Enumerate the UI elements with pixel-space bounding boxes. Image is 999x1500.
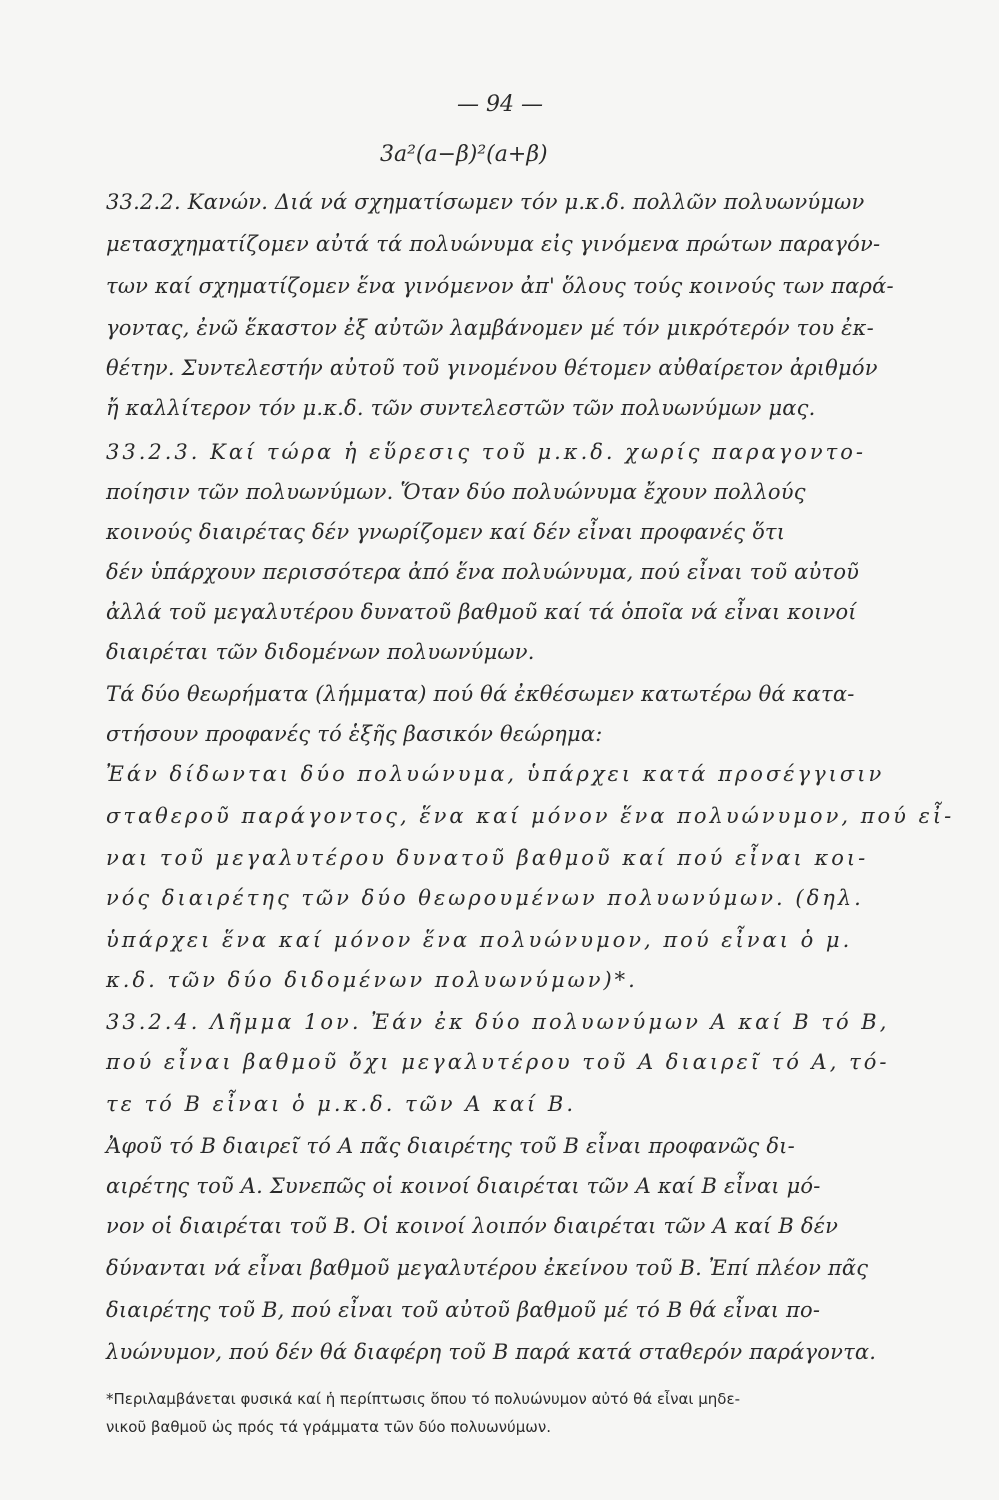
- footnote-line: *Περιλαμβάνεται φυσικά καί ἡ περίπτωσις ὅπου τό πολυώνυμον αὐτό θά εἶναι μηδε-: [106, 1390, 740, 1408]
- text-line: τε τό Β εἶναι ὁ μ.κ.δ. τῶν Α καί Β.: [106, 1092, 577, 1116]
- text-line: δέν ὑπάρχουν περισσότερα ἀπό ἕνα πολυώνυμα, πού εἶναι τοῦ αὐτοῦ: [106, 560, 860, 584]
- text-line: 33.2.4. Λῆμμα 1ον. Ἐάν ἐκ δύο πολυωνύμων Α καί Β τό Β,: [106, 1010, 890, 1034]
- text-line: των καί σχηματίζομεν ἕνα γινόμενον ἀπ' ὅλους τούς κοινούς των παρά-: [106, 274, 894, 298]
- text-line: νός διαιρέτης τῶν δύο θεωρουμένων πολυωνύμων. (δηλ.: [106, 886, 864, 910]
- text-line: 33.2.2. Κανών. Διά νά σχηματίσωμεν τόν μ.κ.δ. πολλῶν πολυωνύμων: [106, 190, 865, 214]
- text-line: Ἀφοῦ τό Β διαιρεῖ τό Α πᾶς διαιρέτης τοῦ Β εἶναι προφανῶς δι-: [106, 1134, 795, 1158]
- text-line: θέτην. Συντελεστήν αὐτοῦ τοῦ γινομένου θέτομεν αὐθαίρετον ἀριθμόν: [106, 356, 878, 380]
- text-line: σταθεροῦ παράγοντος, ἕνα καί μόνον ἕνα πολυώνυμον, πού εἶ-: [106, 804, 955, 828]
- text-line: μετασχηματίζομεν αὐτά τά πολυώνυμα εἰς γινόμενα πρώτων παραγόν-: [106, 232, 881, 256]
- formula: 3a²(a−β)²(a+β): [380, 142, 548, 167]
- text-line: 33.2.3. Καί τώρα ἡ εὕρεσις τοῦ μ.κ.δ. χωρίς παραγοντο-: [106, 440, 866, 464]
- text-line: ἀλλά τοῦ μεγαλυτέρου δυνατοῦ βαθμοῦ καί τά ὁποῖα νά εἶναι κοινοί: [106, 600, 857, 624]
- text-line: δύνανται νά εἶναι βαθμοῦ μεγαλυτέρου ἐκείνου τοῦ Β. Ἐπί πλέον πᾶς: [106, 1256, 869, 1280]
- text-line: κ.δ. τῶν δύο διδομένων πολυωνύμων)*.: [106, 968, 638, 992]
- text-line: πού εἶναι βαθμοῦ ὄχι μεγαλυτέρου τοῦ Α διαιρεῖ τό Α, τό-: [106, 1050, 890, 1074]
- text-line: ἤ καλλίτερον τόν μ.κ.δ. τῶν συντελεστῶν τῶν πολυωνύμων μας.: [106, 396, 816, 420]
- text-line: νον οἱ διαιρέται τοῦ Β. Οἱ κοινοί λοιπόν διαιρέται τῶν Α καί Β δέν: [106, 1214, 839, 1238]
- text-line: Τά δύο θεωρήματα (λήμματα) πού θά ἐκθέσωμεν κατωτέρω θά κατα-: [106, 682, 855, 706]
- page-number: — 94 —: [457, 92, 543, 117]
- footnote-line: νικοῦ βαθμοῦ ὡς πρός τά γράμματα τῶν δύο πολυωνύμων.: [106, 1418, 551, 1436]
- text-line: λυώνυμον, πού δέν θά διαφέρη τοῦ Β παρά κατά σταθερόν παράγοντα.: [106, 1340, 877, 1364]
- text-line: αιρέτης τοῦ Α. Συνεπῶς οἱ κοινοί διαιρέται τῶν Α καί Β εἶναι μό-: [106, 1174, 821, 1198]
- text-line: κοινούς διαιρέτας δέν γνωρίζομεν καί δέν εἶναι προφανές ὅτι: [106, 520, 786, 544]
- text-line: γοντας, ἐνῶ ἕκαστον ἐξ αὐτῶν λαμβάνομεν μέ τόν μικρότερόν του ἐκ-: [106, 316, 874, 340]
- text-line: Ἐάν δίδωνται δύο πολυώνυμα, ὑπάρχει κατά προσέγγισιν: [106, 762, 885, 786]
- text-line: ποίησιν τῶν πολυωνύμων. Ὅταν δύο πολυώνυμα ἔχουν πολλούς: [106, 480, 806, 504]
- text-line: ὑπάρχει ἕνα καί μόνον ἕνα πολυώνυμον, πού εἶναι ὁ μ.: [106, 928, 853, 952]
- text-line: διαιρέται τῶν διδομένων πολυωνύμων.: [106, 640, 535, 664]
- text-line: διαιρέτης τοῦ Β, πού εἶναι τοῦ αὐτοῦ βαθμοῦ μέ τό Β θά εἶναι πο-: [106, 1298, 821, 1322]
- text-line: στήσουν προφανές τό ἑξῆς βασικόν θεώρημα:: [106, 722, 603, 746]
- text-line: ναι τοῦ μεγαλυτέρου δυνατοῦ βαθμοῦ καί πού εἶναι κοι-: [106, 846, 869, 870]
